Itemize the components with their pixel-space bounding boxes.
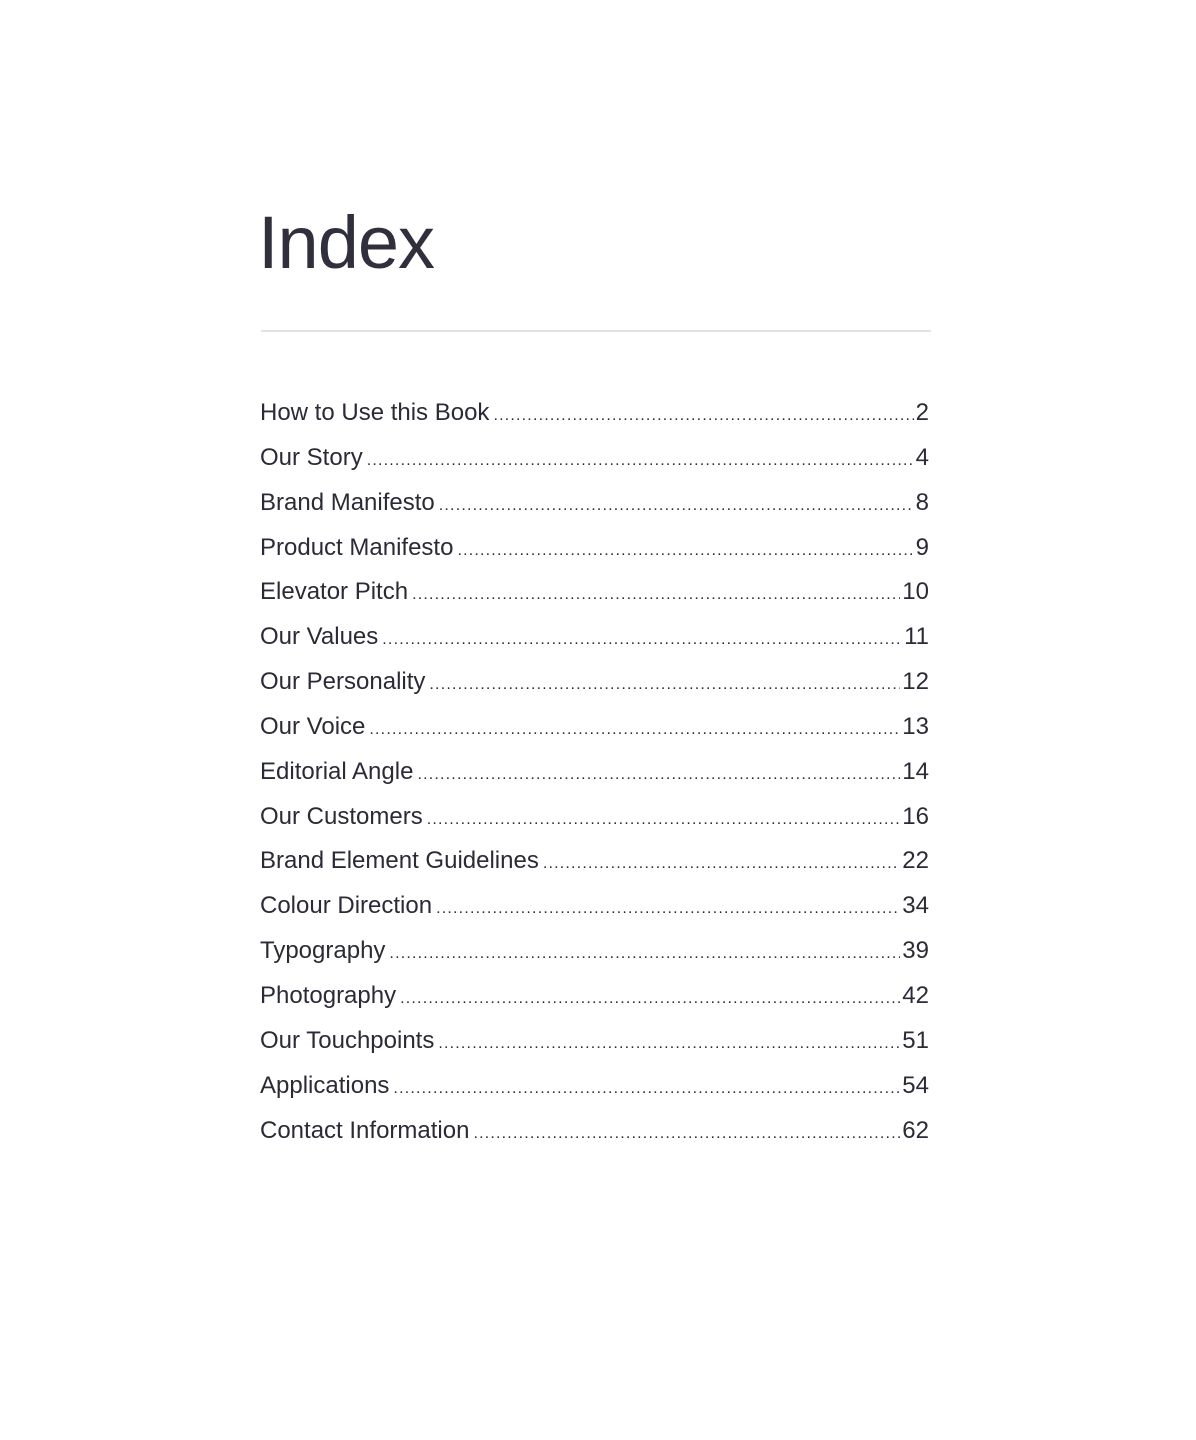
index-entry	[260, 1064, 929, 1109]
index-entry	[260, 391, 929, 436]
dot-leader	[493, 394, 913, 439]
index-entry	[260, 660, 929, 705]
index-entry	[260, 929, 929, 974]
dot-leader	[439, 484, 914, 529]
entry-label: Elevator Pitch	[260, 578, 409, 606]
entry-label: Brand Manifesto	[260, 488, 435, 516]
entry-page-number: 2	[915, 399, 929, 426]
entry-label: Our Voice	[260, 712, 366, 740]
dot-leader	[382, 618, 902, 663]
dot-leader	[457, 529, 913, 574]
entry-label: Brand Element Guidelines	[260, 847, 539, 875]
dot-leader	[400, 977, 900, 1022]
index-list	[260, 391, 929, 1153]
page-title: Index	[258, 201, 435, 284]
dot-leader	[393, 1067, 900, 1112]
entry-page-number: 34	[902, 892, 929, 920]
entry-label: Colour Direction	[260, 892, 433, 920]
entry-page-number: 13	[902, 712, 929, 740]
index-entry	[260, 795, 929, 840]
entry-label: Typography	[260, 937, 386, 965]
entry-page-number: 42	[902, 981, 929, 1009]
index-entry	[260, 750, 929, 795]
entry-label: Photography	[260, 981, 397, 1009]
dot-leader	[367, 439, 914, 484]
entry-label: Product Manifesto	[260, 533, 454, 561]
index-entry	[260, 974, 929, 1019]
index-entry	[260, 1019, 929, 1064]
entry-page-number: 54	[902, 1071, 929, 1099]
index-entry	[260, 436, 929, 481]
entry-label: How to Use this Book	[260, 399, 490, 426]
dot-leader	[429, 663, 900, 708]
title-divider	[261, 330, 931, 332]
entry-page-number: 10	[902, 578, 929, 606]
entry-page-number: 16	[902, 802, 929, 830]
entry-label: Our Values	[260, 623, 379, 651]
index-entry	[260, 705, 929, 750]
dot-leader	[389, 932, 900, 977]
entry-page-number: 12	[902, 668, 929, 696]
dot-leader	[543, 842, 900, 887]
entry-label: Applications	[260, 1071, 390, 1099]
index-entry	[260, 839, 929, 884]
entry-page-number: 11	[904, 623, 929, 651]
entry-label: Our Customers	[260, 802, 423, 830]
entry-label: Our Story	[260, 443, 363, 471]
index-entry	[260, 481, 929, 526]
entry-page-number: 8	[915, 488, 929, 516]
dot-leader	[436, 887, 900, 932]
index-entry	[260, 570, 929, 615]
entry-page-number: 51	[902, 1026, 929, 1054]
entry-label: Editorial Angle	[260, 757, 414, 785]
entry-page-number: 14	[902, 757, 929, 785]
dot-leader	[417, 753, 900, 798]
dot-leader	[427, 798, 901, 843]
entry-page-number: 22	[902, 847, 929, 875]
dot-leader	[412, 573, 900, 618]
dot-leader	[438, 1022, 900, 1067]
entry-label: Our Touchpoints	[260, 1026, 435, 1054]
index-entry	[260, 615, 929, 660]
entry-page-number: 62	[902, 1116, 929, 1144]
entry-page-number: 39	[902, 937, 929, 965]
entry-page-number: 4	[915, 443, 929, 471]
dot-leader	[473, 1112, 900, 1157]
entry-label: Contact Information	[260, 1116, 470, 1144]
entry-label: Our Personality	[260, 668, 426, 696]
dot-leader	[369, 708, 900, 753]
index-entry	[260, 526, 929, 571]
index-entry	[260, 1109, 929, 1154]
index-entry	[260, 884, 929, 929]
entry-page-number: 9	[915, 533, 929, 561]
